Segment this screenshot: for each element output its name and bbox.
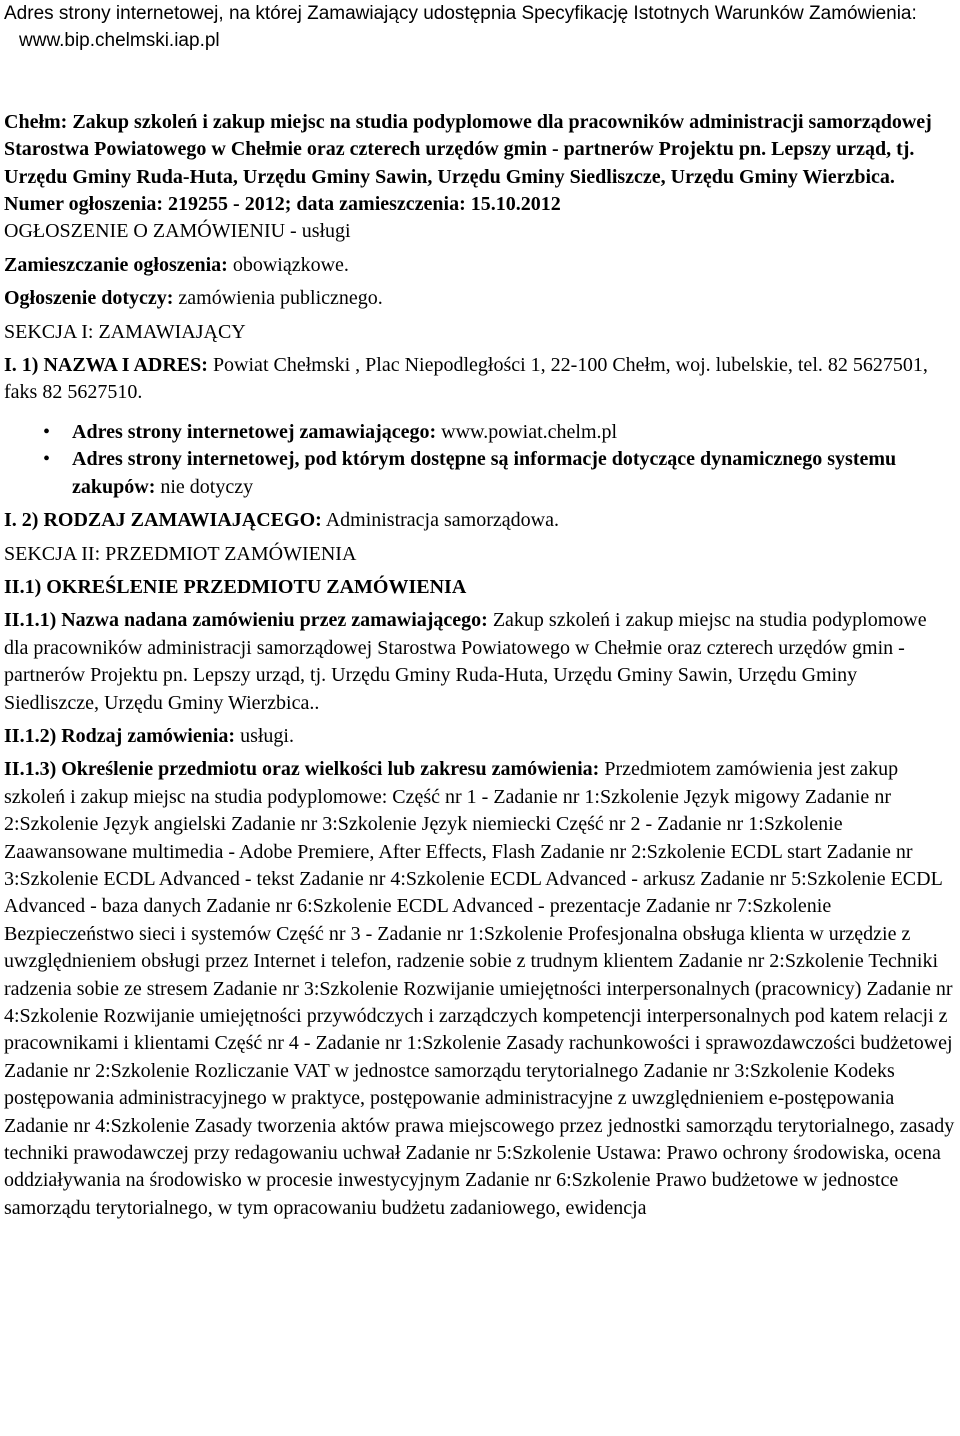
section2-rodzaj xyxy=(4,723,956,750)
section2-nazwa-value: Zakup szkoleń i zakup miejsc na studia podyplomowe dla pracowników administracji samorządowej Starostwa Powiatowego w Chełmie oraz czterech urzędów gmin - partnerów Projektu pn. Lepszy urząd, tj. Urzędu Gminy Ruda-Huta, Urzędu Gminy Sawin, Urzędu Gminy Siedliszcze, Urzędu Gminy Wierzbica.. xyxy=(4,609,927,714)
bullet-icon: • xyxy=(43,448,51,471)
siwz-intro-text: Adres strony internetowej, na której Zamawiający udostępnia Specyfikację Istotnych Warunków Zamówienia: xyxy=(4,3,917,24)
section1-rodzaj-label: I. 2) RODZAJ ZAMAWIAJĄCEGO: xyxy=(4,509,322,532)
siwz-url-text: www.bip.chelmski.iap.pl xyxy=(19,30,220,52)
section2-rodzaj-label: II.1.2) Rodzaj zamówienia: xyxy=(4,724,236,747)
section2-nazwa-label: II.1.1) Nazwa nadana zamówieniu przez zamawiającego: xyxy=(4,609,488,632)
section2-subheading: II.1) OKREŚLENIE PRZEDMIOTU ZAMÓWIENIA xyxy=(4,575,467,598)
list-item xyxy=(4,446,956,501)
list-item xyxy=(4,419,956,446)
section2-okreslenie-label: II.1.3) Określenie przedmiotu oraz wielkości lub zakresu zamówienia: xyxy=(4,758,600,781)
dotyczy-value: zamówienia publicznego. xyxy=(173,287,383,310)
section2-heading: SEKCJA II: PRZEDMIOT ZAMÓWIENIA xyxy=(4,542,357,565)
dotyczy-label: Ogłoszenie dotyczy: xyxy=(4,287,174,310)
section2-nazwa xyxy=(4,607,956,717)
zamieszczanie-line xyxy=(4,252,956,279)
section1-rodzaj xyxy=(4,507,956,534)
notice-type-heading: OGŁOSZENIE O ZAMÓWIENIU - usługi xyxy=(4,220,351,243)
section1-heading: SEKCJA I: ZAMAWIAJĄCY xyxy=(4,320,246,343)
bullet-value: www.powiat.chelm.pl xyxy=(436,420,618,443)
notice-title: Chełm: Zakup szkoleń i zakup miejsc na studia podyplomowe dla pracowników administracji samorządowej Starostwa Powiatowego w Chełmie oraz czterech urzędów gmin - partnerów Projektu pn. Lepszy urząd, tj. Urzędu Gminy Ruda-Huta, Urzędu Gminy Sawin, Urzędu Gminy Siedliszcze, Urzędu Gminy Wierzbica. xyxy=(4,110,932,188)
notice-number: Numer ogłoszenia: 219255 - 2012; data zamieszczenia: 15.10.2012 xyxy=(4,193,561,216)
bullet-icon: • xyxy=(43,420,51,443)
section2-okreslenie xyxy=(4,756,956,1222)
section2-rodzaj-value: usługi. xyxy=(235,724,294,747)
section1-nazwa xyxy=(4,352,956,407)
zamieszczanie-value: obowiązkowe. xyxy=(227,253,349,276)
section1-nazwa-value: Powiat Chełmski , Plac Niepodległości 1, 22-100 Chełm, woj. lubelskie, tel. 82 5627501, faks 82 5627510. xyxy=(4,354,928,404)
bullet-value: nie dotyczy xyxy=(155,475,254,498)
zamieszczanie-label: Zamieszczanie ogłoszenia: xyxy=(4,253,228,276)
dotyczy-line xyxy=(4,285,956,312)
section1-rodzaj-value: Administracja samorządowa. xyxy=(321,509,559,532)
section1-bullets xyxy=(4,419,956,501)
spacer xyxy=(4,55,956,109)
section2-okreslenie-value: Przedmiotem zamówienia jest zakup szkoleń i zakup miejsc na studia podyplomowe: Część nr 1 - Zadanie nr 1:Szkolenie Język migowy Zadanie nr 2:Szkolenie Język angielski Zadanie nr 3:Szkolenie Język niemiecki Część nr 2 - Zadanie nr 1:Szkolenie Zaawansowane multimedia - Adobe Premiere, After Effects, Flash Zadanie nr 2:Szkolenie ECDL start Zadanie nr 3:Szkolenie ECDL Advanced - tekst Zadanie nr 4:Szkolenie ECDL Advanced - arkusz Zadanie nr 5:Szkolenie ECDL Advanced - baza danych Zadanie nr 6:Szkolenie ECDL Advanced - prezentacje Zadanie nr 7:Szkolenie Bezpieczeństwo sieci i systemów Część nr 3 - Zadanie nr 1:Szkolenie Profesjonalna obsługa klienta w urzędzie z uwzględnieniem obsługi przez Internet i telefon, radzenie sobie z trudnym klientem Zadanie nr 2:Szkolenie Techniki radzenia sobie ze stresem Zadanie nr 3:Szkolenie Rozwijanie umiejętności interpersonalnych (pracownicy) Zadanie nr 4:Szkolenie Rozwijanie umiejętności przywódczych i zarządczych kompetencji interpersonalnych pod katem relacji z pracownikami i klientami Część nr 4 - Zadanie nr 1:Szkolenie Zasady rachunkowości i sprawozdawczości budżetowej Zadanie nr 2:Szkolenie Rozliczanie VAT w jednostce samorządu terytorialnego Zadanie nr 3:Szkolenie Kodeks postępowania administracyjnego w praktyce, postępowanie administracyjne z uwzględnieniem e-postępowania Zadanie nr 4:Szkolenie Zasady tworzenia aktów prawa miejscowego przez jednostki samorządu terytorialnego, zasady techniki prawodawczej przy redagowaniu uchwał Zadanie nr 5:Szkolenie Ustawa: Prawo ochrony środowiska, ocena oddziaływania na środowisko w procesie inwestycyjnym Zadanie nr 6:Szkolenie Prawo budżetowe w jednostce samorządu terytorialnego, w tym opracowaniu budżetu zadaniowego, ewidencja xyxy=(4,758,955,1219)
bullet-label: Adres strony internetowej, pod którym dostępne są informacje dotyczące dynamicznego systemu zakupów: xyxy=(72,448,897,498)
section1-nazwa-label: I. 1) NAZWA I ADRES: xyxy=(4,354,208,377)
bullet-label: Adres strony internetowej zamawiającego: xyxy=(72,420,437,443)
siwz-url xyxy=(4,27,956,54)
